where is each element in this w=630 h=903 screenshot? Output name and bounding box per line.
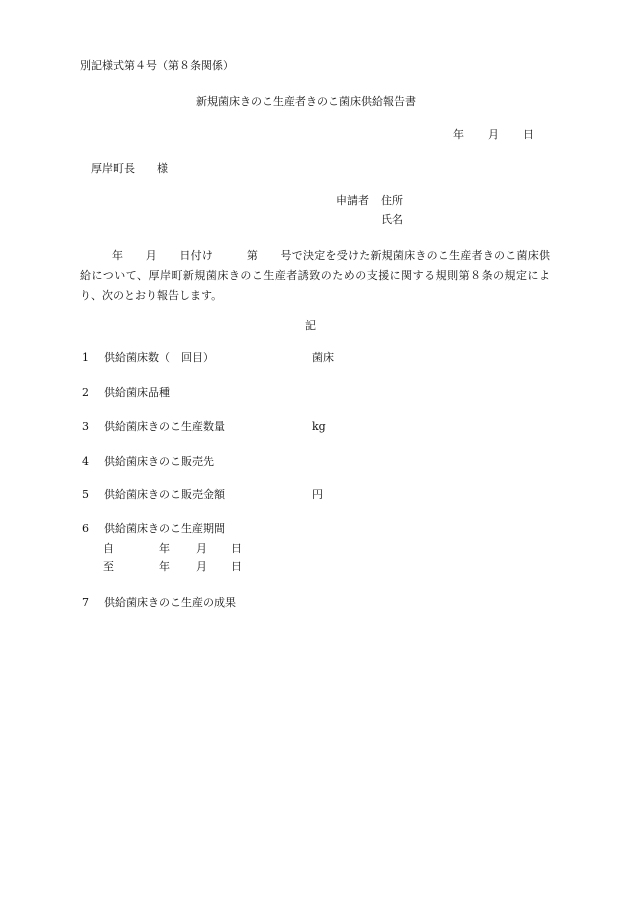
applicant-name-label: 氏名 bbox=[381, 213, 403, 226]
item-label: 供給菌床数（ 回目） bbox=[104, 351, 214, 364]
list-item bbox=[82, 488, 225, 502]
period-to-month: 月 bbox=[196, 560, 207, 573]
body-paragraph: 年 月 日付け 第 号で決定を受けた新規菌床きのこ生産者きのこ菌床供給について、厚岸町新規菌床きのこ生産者誘致のための支援に関する規則第８条の規定により、次のとおり報告します。 bbox=[80, 249, 550, 302]
item-label: 供給菌床きのこ生産数量 bbox=[104, 420, 225, 433]
item-label: 供給菌床きのこ生産期間 bbox=[104, 522, 225, 535]
item-number: 7 bbox=[82, 596, 89, 609]
item-label: 供給菌床きのこ生産の成果 bbox=[104, 596, 236, 609]
period-to-label: 至 bbox=[103, 560, 114, 573]
item-label: 供給菌床きのこ販売先 bbox=[104, 455, 214, 468]
applicant-label: 申請者 bbox=[336, 194, 369, 207]
date-line bbox=[453, 128, 534, 142]
date-day: 日 bbox=[523, 128, 534, 141]
list-item bbox=[82, 596, 236, 610]
period-from-day: 日 bbox=[231, 542, 242, 555]
item-number: 5 bbox=[82, 488, 89, 501]
item-number: 1 bbox=[82, 351, 89, 364]
item-number: 6 bbox=[82, 522, 89, 535]
list-item bbox=[82, 455, 214, 469]
item-unit: 菌床 bbox=[312, 351, 334, 364]
period-from-label: 自 bbox=[103, 542, 114, 555]
period-to-year: 年 bbox=[159, 560, 170, 573]
list-item bbox=[82, 351, 214, 365]
applicant-address-label: 住所 bbox=[381, 194, 403, 207]
list-item bbox=[82, 420, 225, 434]
item-number: 2 bbox=[82, 386, 89, 399]
form-id: 別記様式第４号（第８条関係） bbox=[80, 59, 234, 72]
list-item bbox=[82, 522, 225, 536]
date-month: 月 bbox=[488, 128, 499, 141]
item-unit: 円 bbox=[312, 488, 323, 501]
item-number: 3 bbox=[82, 420, 89, 433]
period-to-day: 日 bbox=[231, 560, 242, 573]
document-title: 新規菌床きのこ生産者きのこ菌床供給報告書 bbox=[196, 95, 416, 108]
body-paragraph-block bbox=[80, 246, 550, 306]
item-label: 供給菌床きのこ販売金額 bbox=[104, 488, 225, 501]
period-from-year: 年 bbox=[159, 542, 170, 555]
list-item bbox=[82, 386, 170, 400]
period-from-month: 月 bbox=[196, 542, 207, 555]
period-to-row bbox=[103, 560, 242, 574]
date-year: 年 bbox=[453, 128, 464, 141]
item-label: 供給菌床品種 bbox=[104, 386, 170, 399]
item-number: 4 bbox=[82, 455, 89, 468]
addressee: 厚岸町長 様 bbox=[91, 162, 168, 175]
item-unit: kg bbox=[312, 420, 326, 433]
period-from-row bbox=[103, 542, 242, 556]
ki-heading: 記 bbox=[305, 319, 316, 332]
